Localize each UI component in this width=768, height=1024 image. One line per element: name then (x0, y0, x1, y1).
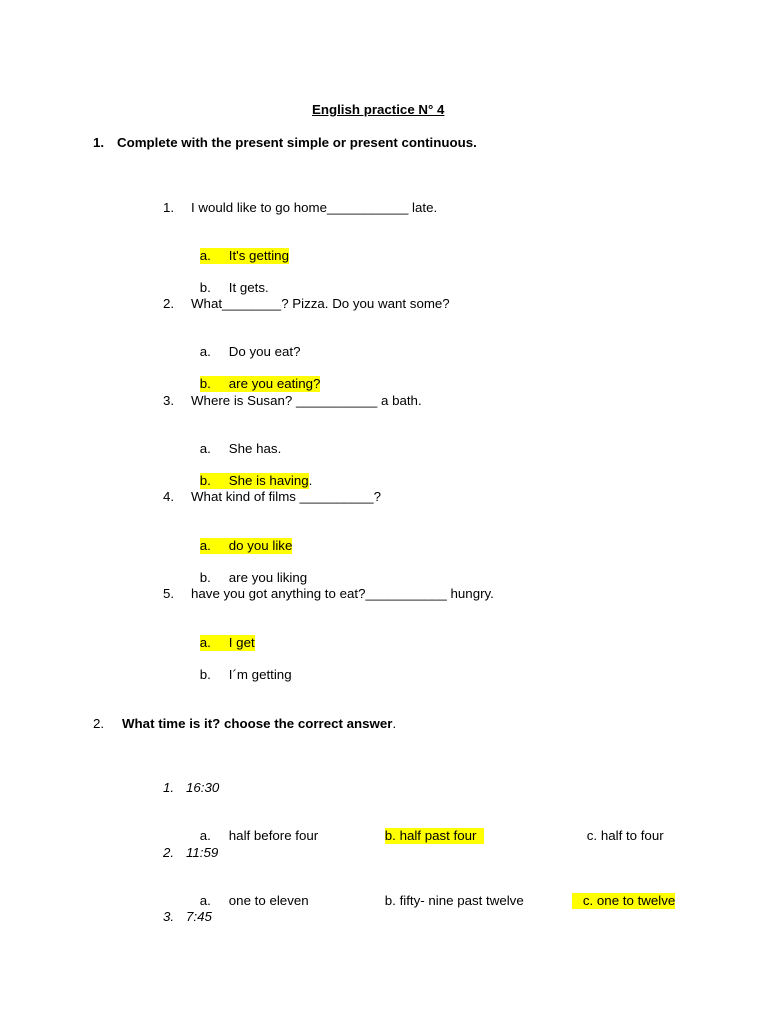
time-value: 16:30 (186, 780, 220, 795)
time-value: 7:45 (186, 909, 212, 924)
highlighted-answer (200, 635, 255, 651)
option-text: She is having (228, 473, 309, 488)
document-title: English practice N° 4 (312, 102, 445, 117)
option-label: a. (199, 538, 211, 553)
question-number: 5. (163, 586, 175, 601)
option-label: b. (199, 376, 211, 391)
section-2-number: 2. (93, 716, 105, 731)
highlighted-answer (200, 538, 293, 554)
section-1-heading: Complete with the present simple or present continuous. (117, 135, 477, 150)
option-text: half before four (228, 828, 319, 843)
highlighted-answer: b. half past four (384, 828, 484, 843)
option-label: b. (199, 667, 211, 682)
section-2-heading-line (122, 716, 396, 732)
option-label: b. (199, 280, 211, 295)
answer-option (370, 877, 524, 925)
option-label: b. (199, 473, 211, 488)
highlighted-answer: c. one to twelve (571, 893, 676, 908)
question-text: What________? Pizza. Do you want some? (191, 296, 450, 311)
option-suffix: . (308, 473, 313, 488)
option-label: a. (199, 635, 211, 650)
answer-option (557, 877, 675, 925)
option-label: a. (199, 441, 211, 456)
option-label: a. (199, 893, 211, 908)
option-label: a. (199, 344, 211, 359)
question-number: 4. (163, 489, 175, 504)
option-label: a. (199, 828, 211, 843)
question-number: 3. (163, 393, 175, 408)
option-label: a. (199, 248, 211, 263)
question-text: What kind of films __________? (191, 489, 381, 504)
section-2-heading-suffix: . (392, 716, 397, 731)
option-text: b. fifty- nine past twelve (384, 893, 524, 908)
highlighted-answer (200, 473, 309, 489)
answer-option (370, 812, 484, 860)
option-text: are you eating? (228, 376, 321, 391)
time-value: 11:59 (186, 845, 219, 860)
answer-option (572, 812, 664, 860)
option-text: I´m getting (228, 667, 292, 682)
option-text: She has. (228, 441, 282, 456)
section-1-number: 1. (93, 135, 105, 150)
question-text: Where is Susan? ___________ a bath. (191, 393, 422, 408)
answer-option (185, 651, 292, 699)
option-text: do you like (228, 538, 293, 553)
question-number: 1. (163, 200, 175, 215)
question-text: I would like to go home___________ late. (191, 200, 438, 215)
question-number: 1. (163, 780, 175, 795)
option-text: It's getting (228, 248, 289, 263)
option-text: c. half to four (586, 828, 664, 843)
highlighted-answer (200, 248, 289, 264)
question-number: 2. (163, 296, 175, 311)
option-text: one to eleven (228, 893, 309, 908)
option-text: Do you eat? (228, 344, 301, 359)
option-text: It gets. (228, 280, 269, 295)
question-number: 2. (163, 845, 175, 860)
option-text: I get (228, 635, 255, 650)
option-label: b. (199, 570, 211, 585)
option-text: are you liking (228, 570, 308, 585)
question-text: have you got anything to eat?___________ hungry. (191, 586, 494, 601)
section-2-heading: What time is it? choose the correct answer (122, 716, 393, 731)
question-number: 3. (163, 909, 175, 924)
highlighted-answer (200, 376, 321, 392)
